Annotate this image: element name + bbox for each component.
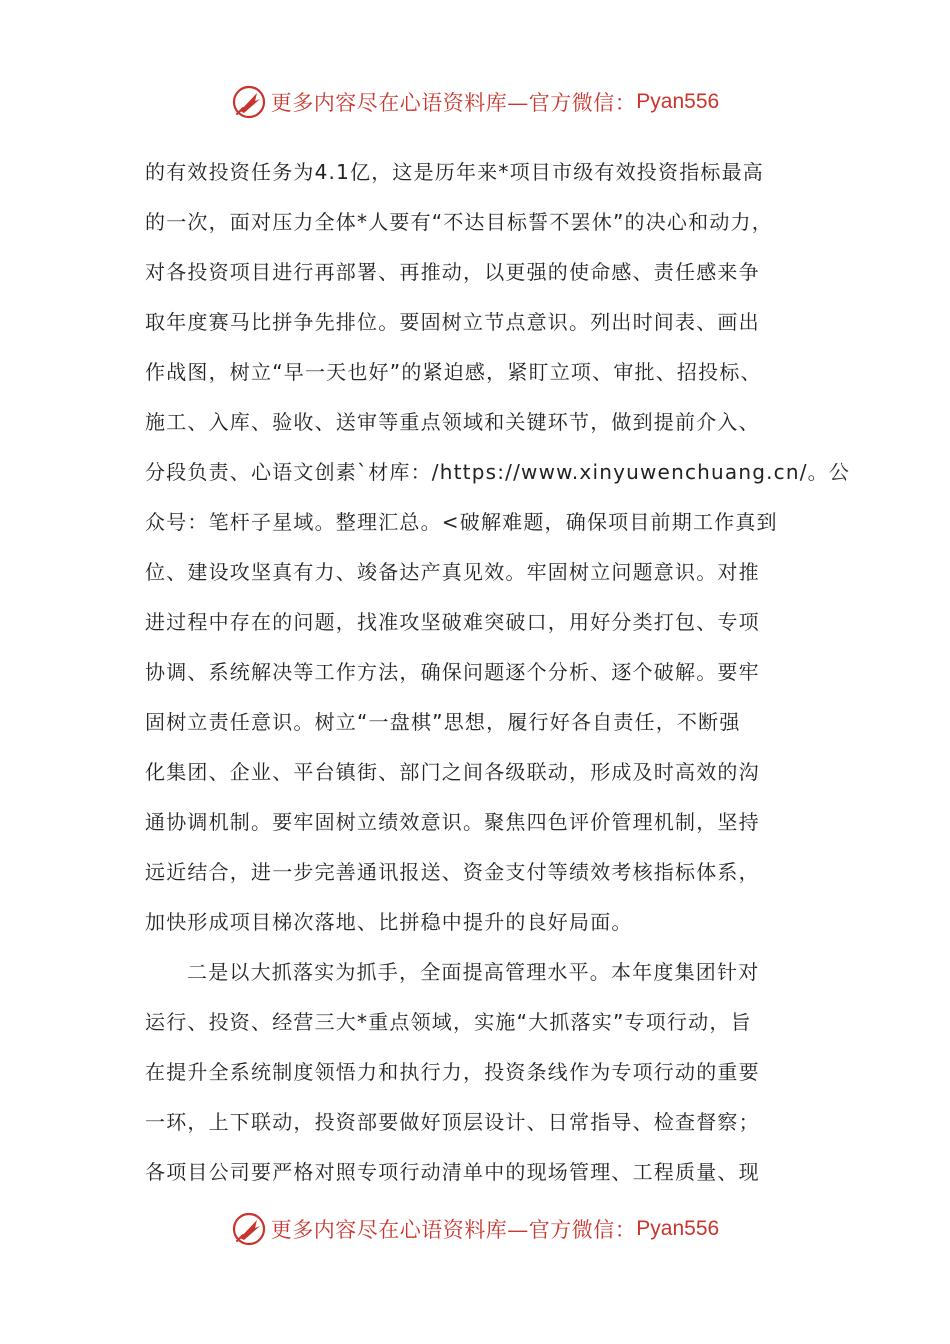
body-line: 作战图，树立“早一天也好”的紧迫感，紧盯立项、审批、招投标、 xyxy=(145,360,762,384)
body-line: 协调、系统解决等工作方法，确保问题逐个分析、逐个破解。要牢 xyxy=(145,660,760,684)
document-body xyxy=(145,147,851,1197)
quill-logo-icon xyxy=(231,84,267,120)
body-line: 分段负责、心语文创素`材库：/https://www.xinyuwenchuang.cn/。公 xyxy=(145,460,851,484)
body-line: 众号：笔杆子星域。整理汇总。<破解难题，确保项目前期工作真到 xyxy=(145,510,778,534)
body-line: 各项目公司要严格对照专项行动清单中的现场管理、工程质量、现 xyxy=(145,1160,760,1184)
body-line: 加快形成项目梯次落地、比拼稳中提升的良好局面。 xyxy=(145,910,633,934)
body-line: 的有效投资任务为4.1亿，这是历年来*项目市级有效投资指标最高 xyxy=(145,160,765,184)
quill-logo-icon xyxy=(231,1211,267,1247)
body-line: 通协调机制。要牢固树立绩效意识。聚焦四色评价管理机制，坚持 xyxy=(145,810,760,834)
watermark-header xyxy=(0,82,950,122)
watermark-brand: Pyan556 xyxy=(636,1217,720,1240)
body-line: 在提升全系统制度领悟力和执行力，投资条线作为专项行动的重要 xyxy=(145,1060,760,1084)
watermark-text: 更多内容尽在心语资料库—官方微信： xyxy=(270,1218,637,1242)
watermark-footer xyxy=(0,1209,950,1249)
body-line: 化集团、企业、平台镇街、部门之间各级联动，形成及时高效的沟 xyxy=(145,760,760,784)
body-line: 位、建设攻坚真有力、竣备达产真见效。牢固树立问题意识。对推 xyxy=(145,560,760,584)
body-line: 远近结合，进一步完善通讯报送、资金支付等绩效考核指标体系， xyxy=(145,860,760,884)
body-line: 进过程中存在的问题，找准攻坚破难突破口，用好分类打包、专项 xyxy=(145,610,760,634)
body-line: 施工、入库、验收、送审等重点领域和关键环节，做到提前介入、 xyxy=(145,410,760,434)
body-line: 对各投资项目进行再部署、再推动，以更强的使命感、责任感来争 xyxy=(145,260,760,284)
paragraph-start-line: 二是以大抓落实为抓手，全面提高管理水平。本年度集团针对 xyxy=(187,960,760,984)
watermark-text: 更多内容尽在心语资料库—官方微信： xyxy=(270,91,637,115)
body-line: 运行、投资、经营三大*重点领域，实施“大抓落实”专项行动，旨 xyxy=(145,1010,752,1034)
watermark-brand: Pyan556 xyxy=(636,90,720,113)
body-line: 固树立责任意识。树立“一盘棋”思想，履行好各自责任，不断强 xyxy=(145,710,741,734)
body-line: 的一次，面对压力全体*人要有“不达目标誓不罢休”的决心和动力， xyxy=(145,210,773,234)
body-line: 一环，上下联动，投资部要做好顶层设计、日常指导、检查督察； xyxy=(145,1110,760,1134)
body-line: 取年度赛马比拼争先排位。要固树立节点意识。列出时间表、画出 xyxy=(145,310,760,334)
